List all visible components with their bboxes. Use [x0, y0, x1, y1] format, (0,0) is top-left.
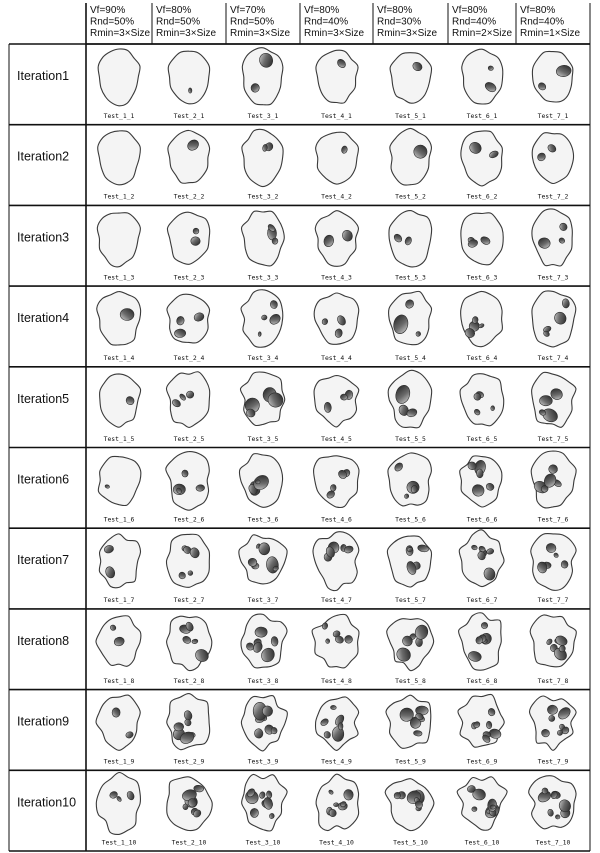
void-region: [490, 805, 496, 809]
test-label: Test_2_5: [173, 434, 205, 443]
result-thumbnail: [239, 535, 287, 604]
test-label: Test_3_5: [247, 434, 279, 443]
row-label-iteration: Iteration2: [17, 149, 70, 164]
test-label: Test_4_9: [321, 757, 352, 766]
void-region: [486, 721, 492, 729]
result-thumbnail: [390, 53, 431, 120]
structure-outline: [239, 535, 287, 584]
test-label: Test_2_8: [173, 676, 205, 685]
structure-outline: [458, 694, 504, 747]
result-thumbnail: [532, 209, 572, 281]
void-region: [259, 543, 270, 556]
test-label: Test_6_9: [466, 757, 498, 766]
result-thumbnail: [98, 131, 141, 201]
result-thumbnail: [386, 695, 431, 765]
test-label: Test_2_9: [173, 757, 205, 766]
structure-outline: [166, 372, 209, 428]
structure-outline: [388, 453, 432, 506]
row-label-iteration: Iteration10: [17, 795, 77, 810]
result-thumbnail: [460, 456, 502, 524]
result-thumbnail: [462, 49, 503, 120]
result-thumbnail: [530, 696, 577, 766]
test-label: Test_1_3: [103, 273, 135, 282]
void-region: [248, 558, 257, 567]
result-thumbnail: [387, 619, 434, 685]
result-thumbnail: [388, 453, 432, 524]
result-thumbnail: [167, 777, 213, 847]
column-header-rnd: Rnd=50%: [156, 16, 201, 28]
test-label: Test_1_10: [101, 838, 137, 847]
row-label-iteration: Iteration3: [17, 230, 70, 245]
test-label: Test_5_8: [395, 676, 426, 685]
structure-outline: [98, 131, 141, 185]
test-label: Test_1_1: [103, 112, 135, 120]
row-label-iteration: Iteration7: [17, 553, 70, 568]
column-header-vf: Vf=70%: [230, 5, 266, 16]
void-region: [330, 484, 336, 491]
structure-outline: [313, 532, 359, 591]
test-label: Test_3_10: [245, 838, 281, 847]
structure-outline: [97, 292, 141, 346]
structure-outline: [385, 779, 434, 831]
test-label: Test_3_4: [247, 354, 279, 363]
result-thumbnail: [96, 772, 140, 846]
structure-outline: [99, 534, 140, 588]
test-label: Test_7_2: [537, 192, 569, 201]
column-header-rmin: Rmin=3×Size: [304, 28, 365, 39]
result-thumbnail: [532, 51, 572, 120]
result-thumbnail: [531, 451, 576, 524]
result-thumbnail: [166, 372, 209, 443]
result-thumbnail: [389, 291, 432, 362]
column-header-rmin: Rmin=3×Size: [377, 28, 438, 39]
result-thumbnail: [457, 777, 507, 847]
test-label: Test_3_1: [247, 112, 279, 120]
void-region: [326, 639, 330, 644]
test-label: Test_5_7: [395, 596, 426, 605]
void-region: [174, 329, 186, 338]
result-thumbnail: [241, 614, 287, 685]
void-region: [258, 332, 261, 337]
structure-outline: [97, 213, 140, 267]
test-label: Test_7_10: [535, 838, 571, 847]
test-label: Test_1_8: [103, 676, 135, 685]
test-label: Test_3_6: [247, 515, 279, 524]
structure-outline: [461, 131, 503, 186]
column-header-vf: Vf=80%: [520, 5, 556, 16]
test-label: Test_6_6: [466, 515, 498, 524]
structure-outline: [390, 53, 431, 104]
structure-outline: [168, 130, 210, 183]
test-label: Test_3_7: [247, 596, 279, 605]
column-header-rnd: Rnd=40%: [520, 16, 565, 28]
result-thumbnail: [167, 616, 212, 685]
result-thumbnail: [314, 376, 359, 443]
result-thumbnail: [240, 372, 284, 443]
test-label: Test_6_3: [466, 273, 498, 282]
void-region: [188, 88, 192, 93]
test-label: Test_7_7: [537, 596, 569, 605]
void-region: [334, 803, 339, 807]
result-thumbnail: [388, 370, 432, 442]
result-thumbnail: [389, 211, 432, 282]
test-label: Test_2_2: [173, 192, 205, 201]
result-thumbnail: [98, 456, 141, 523]
structure-outline: [388, 370, 432, 428]
column-headers: [90, 5, 580, 39]
row-label-iteration: Iteration5: [17, 391, 70, 406]
structure-outline: [457, 777, 507, 830]
structure-outline: [98, 456, 141, 505]
test-label: Test_7_9: [537, 757, 569, 766]
column-header-vf: Vf=80%: [156, 5, 192, 16]
test-label: Test_1_7: [103, 596, 135, 605]
void-region: [555, 814, 560, 819]
void-region: [181, 470, 188, 478]
result-thumbnail: [313, 532, 359, 604]
void-region: [272, 238, 278, 245]
structure-outline: [242, 129, 283, 186]
test-label: Test_4_3: [321, 273, 352, 282]
test-label: Test_4_6: [321, 515, 352, 524]
row-label-iteration: Iteration9: [17, 714, 70, 729]
void-region: [561, 560, 568, 568]
test-label: Test_1_9: [103, 757, 135, 766]
column-header-rnd: Rnd=40%: [304, 16, 349, 28]
structure-outline: [96, 695, 140, 750]
void-region: [344, 789, 354, 800]
result-thumbnail: [241, 211, 284, 281]
result-thumbnail: [239, 454, 282, 524]
structure-outline: [460, 374, 504, 426]
test-label: Test_4_4: [321, 354, 352, 363]
result-thumbnail: [531, 534, 576, 605]
row-label-iteration: Iteration4: [17, 311, 70, 326]
structure-outline: [314, 376, 359, 427]
row-labels: [17, 69, 76, 809]
test-label: Test_3_8: [247, 676, 279, 685]
result-thumbnail: [387, 536, 431, 604]
void-region: [540, 396, 553, 406]
test-label: Test_7_1: [537, 112, 569, 120]
test-label: Test_3_2: [247, 192, 279, 201]
test-label: Test_3_3: [247, 273, 279, 282]
result-thumbnail: [316, 50, 358, 120]
structure-outline: [389, 291, 432, 344]
test-label: Test_2_6: [173, 515, 205, 524]
result-thumbnail: [167, 294, 210, 362]
structure-outline: [530, 696, 577, 750]
test-label: Test_4_2: [321, 192, 352, 201]
column-header-rnd: Rnd=40%: [452, 16, 497, 28]
structure-outline: [390, 128, 432, 185]
column-header-rmin: Rmin=3×Size: [230, 28, 291, 39]
test-label: Test_4_8: [321, 676, 352, 685]
result-thumbnail: [168, 51, 209, 120]
test-label: Test_6_8: [466, 676, 498, 685]
test-label: Test_1_2: [103, 192, 135, 201]
column-header-rnd: Rnd=30%: [377, 16, 422, 28]
test-label: Test_2_3: [173, 273, 205, 282]
column-header-rmin: Rmin=3×Size: [156, 28, 217, 39]
void-region: [338, 722, 343, 729]
structure-outline: [166, 534, 209, 587]
structure-outline: [168, 51, 209, 104]
test-label: Test_5_10: [393, 838, 428, 847]
void-region: [476, 469, 483, 478]
result-thumbnail: [167, 694, 210, 766]
void-region: [471, 806, 477, 811]
column-header-rmin: Rmin=3×Size: [90, 28, 151, 39]
test-label: Test_2_7: [173, 596, 205, 605]
result-thumbnail: [532, 291, 576, 362]
structure-outline: [96, 772, 140, 834]
result-thumbnail: [461, 131, 503, 201]
structure-outline: [316, 132, 359, 184]
structure-outline: [530, 615, 576, 667]
result-thumbnail: [529, 776, 576, 847]
structure-outline: [314, 456, 359, 508]
result-thumbnail: [458, 694, 504, 765]
test-label: Test_6_1: [466, 112, 498, 120]
void-region: [191, 237, 201, 246]
void-region: [183, 804, 188, 810]
test-label: Test_6_7: [466, 596, 498, 605]
test-label: Test_6_2: [466, 192, 498, 201]
result-thumbnail: [166, 452, 210, 524]
test-label: Test_7_4: [537, 354, 569, 363]
structure-outline: [532, 209, 572, 266]
test-label: Test_2_4: [173, 354, 205, 363]
test-label: Test_5_1: [395, 112, 426, 120]
result-thumbnail: [459, 613, 502, 685]
result-thumbnail: [100, 374, 141, 443]
result-thumbnail: [316, 132, 359, 201]
test-label: Test_1_6: [103, 515, 135, 524]
test-label: Test_7_5: [537, 434, 569, 443]
result-thumbnail: [97, 292, 141, 363]
result-thumbnail: [460, 374, 504, 443]
test-label: Test_6_5: [466, 434, 498, 443]
test-label: Test_7_6: [537, 515, 569, 524]
result-thumbnail: [316, 697, 359, 766]
test-label: Test_4_10: [319, 838, 354, 847]
structure-outline: [166, 452, 210, 511]
test-label: Test_2_10: [171, 838, 207, 847]
result-thumbnail: [385, 779, 434, 847]
result-thumbnail: [459, 530, 504, 604]
test-label: Test_5_3: [395, 273, 426, 282]
structure-outline: [462, 49, 503, 104]
structure-outline: [241, 211, 284, 266]
structure-outline: [98, 49, 140, 106]
row-label-iteration: Iteration6: [17, 472, 70, 487]
result-thumbnail: [312, 614, 359, 685]
void-region: [186, 391, 194, 399]
column-header-vf: Vf=80%: [377, 5, 413, 16]
test-label: Test_4_7: [321, 596, 352, 605]
test-label: Test_3_9: [247, 757, 279, 766]
structure-outline: [531, 534, 576, 591]
structure-outline: [532, 291, 576, 347]
column-header-rmin: Rmin=1×Size: [520, 28, 581, 39]
result-thumbnail: [242, 48, 283, 120]
result-thumbnail: [461, 291, 503, 362]
void-region: [250, 808, 259, 817]
column-header-vf: Vf=80%: [452, 5, 488, 16]
test-label: Test_6_10: [464, 838, 500, 847]
test-label: Test_5_6: [395, 515, 426, 524]
void-region: [112, 708, 120, 718]
test-label: Test_4_5: [321, 434, 352, 443]
test-label: Test_7_8: [537, 676, 569, 685]
result-thumbnail: [97, 213, 140, 282]
structure-outline: [100, 374, 141, 427]
column-header-rnd: Rnd=50%: [230, 16, 275, 28]
result-thumbnail: [241, 290, 283, 362]
test-label: Test_1_5: [103, 434, 135, 443]
result-thumbnail: [532, 133, 573, 201]
result-thumbnail: [168, 130, 210, 200]
structure-outline: [532, 51, 572, 102]
column-header-rmin: Rmin=2×Size: [452, 28, 513, 39]
result-thumbnail: [99, 534, 140, 604]
result-thumbnail: [241, 696, 287, 766]
result-thumbnail: [167, 212, 209, 281]
test-label: Test_7_3: [537, 273, 569, 282]
result-thumbnail: [96, 616, 141, 685]
test-label: Test_4_1: [321, 112, 352, 120]
result-thumbnail: [242, 129, 283, 200]
row-label-iteration: Iteration8: [17, 633, 70, 648]
test-label: Test_5_9: [395, 757, 426, 766]
result-thumbnail: [532, 372, 576, 443]
result-thumbnail: [242, 774, 287, 846]
result-thumbnail: [461, 213, 503, 282]
result-thumbnail: [390, 128, 432, 200]
column-header-rnd: Rnd=50%: [90, 16, 135, 28]
structure-outline: [316, 774, 359, 830]
result-thumbnail: [316, 774, 359, 846]
row-label-iteration: Iteration1: [17, 69, 70, 83]
test-label: Test_2_1: [173, 112, 205, 120]
test-label: Test_1_4: [103, 354, 135, 363]
test-label: Test_5_2: [395, 192, 426, 201]
void-region: [255, 627, 268, 638]
result-thumbnail: [96, 695, 140, 766]
test-label: Test_6_4: [466, 354, 498, 363]
structure-outline: [241, 696, 287, 751]
result-thumbnail: [530, 615, 576, 685]
structure-outline: [316, 50, 358, 103]
test-label: Test_5_4: [395, 354, 426, 363]
structure-outline: [167, 212, 209, 264]
void-region: [330, 705, 336, 710]
result-thumbnail: [98, 49, 140, 120]
result-thumbnail: [315, 211, 358, 282]
void-region: [340, 394, 347, 400]
structure-outline: [386, 695, 431, 748]
void-region: [120, 308, 134, 320]
test-label: Test_5_5: [395, 434, 426, 443]
void-region: [188, 571, 193, 576]
result-thumbnail: [166, 534, 209, 604]
structure-outline: [461, 291, 503, 346]
result-thumbnail: [314, 456, 359, 524]
column-header-vf: Vf=90%: [90, 5, 126, 16]
result-thumbnail: [314, 293, 359, 362]
void-region: [491, 406, 495, 411]
column-header-vf: Vf=80%: [304, 5, 340, 16]
